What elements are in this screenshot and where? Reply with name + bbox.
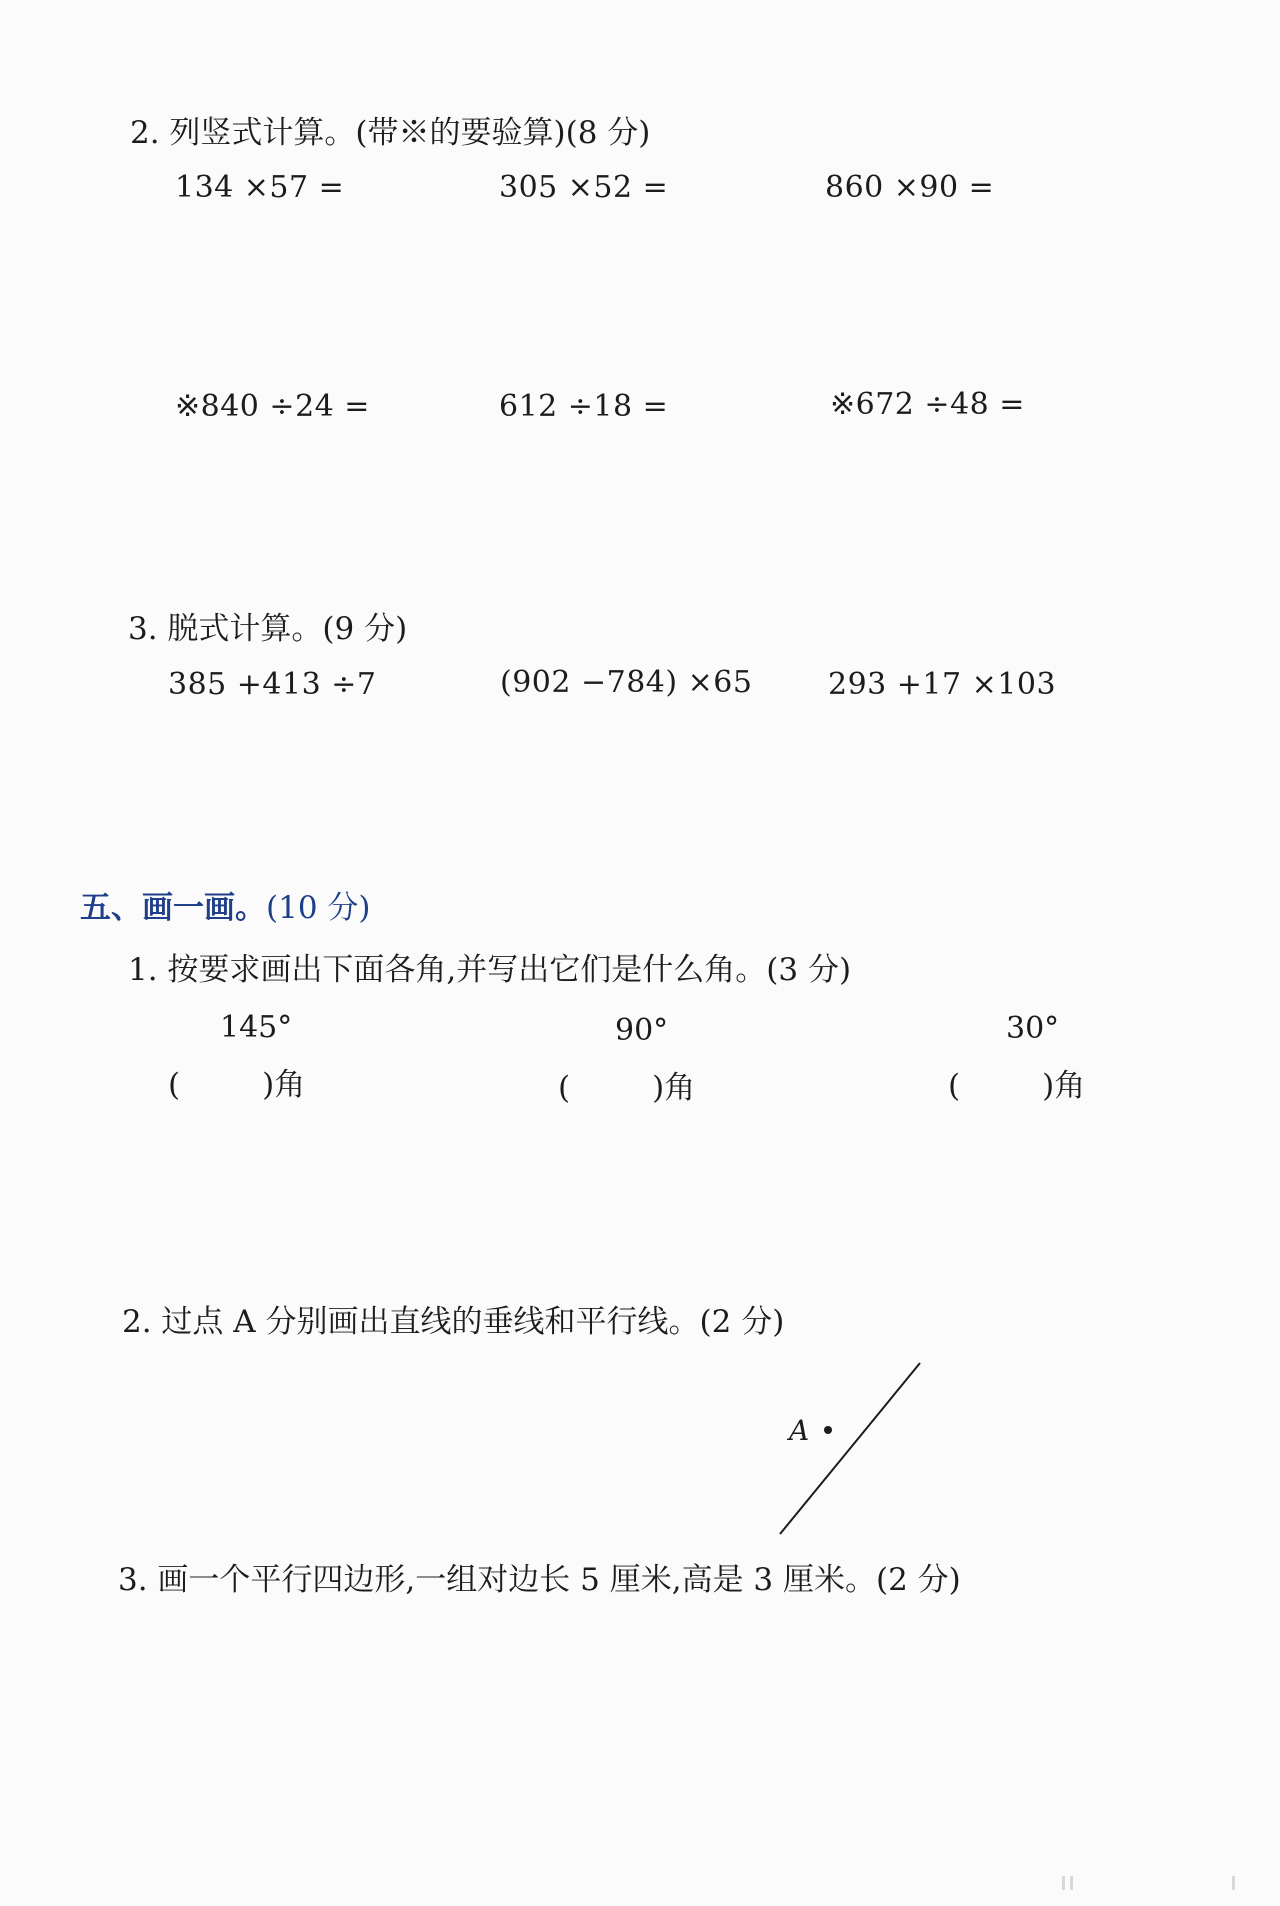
point-a-label: A xyxy=(789,1414,810,1447)
angle-answer-3 xyxy=(948,1068,1086,1104)
angle-label-30: 30° xyxy=(1006,1011,1060,1046)
answer-close: )角 xyxy=(652,1070,696,1106)
footer-mark xyxy=(1070,1876,1073,1890)
s5-p1-title: 1. 按要求画出下面各角,并写出它们是什么角。(3 分) xyxy=(128,952,852,988)
given-straight-line xyxy=(760,1360,930,1540)
s5-p2-title: 2. 过点 A 分别画出直线的垂线和平行线。(2 分) xyxy=(122,1304,785,1340)
q3-title: 3. 脱式计算。(9 分) xyxy=(128,611,408,647)
s5-p3-title: 3. 画一个平行四边形,一组对边长 5 厘米,高是 3 厘米。(2 分) xyxy=(118,1562,961,1598)
section5-title: 五、画一画。 xyxy=(80,890,266,926)
answer-open-paren: ( xyxy=(168,1067,181,1103)
angle-label-90: 90° xyxy=(615,1013,669,1048)
footer-mark xyxy=(1232,1876,1235,1890)
answer-close: )角 xyxy=(262,1067,306,1103)
answer-open-paren: ( xyxy=(558,1070,571,1106)
q3-expr-1: 385 +413 ÷7 xyxy=(168,667,377,702)
angle-answer-1 xyxy=(168,1067,306,1103)
section5-points: (10 分) xyxy=(266,890,371,926)
q2-expr-3: 860 ×90 = xyxy=(825,170,995,205)
angle-label-145: 145° xyxy=(220,1010,293,1045)
q3-expr-3: 293 +17 ×103 xyxy=(828,667,1057,702)
q2-title: 2. 列竖式计算。(带※的要验算)(8 分) xyxy=(130,115,651,151)
q2-expr-1: 134 ×57 = xyxy=(175,170,345,205)
footer-mark xyxy=(1062,1876,1065,1890)
q2-expr-4: ※840 ÷24 = xyxy=(175,389,370,424)
q3-expr-2: (902 −784) ×65 xyxy=(500,665,753,700)
q2-expr-2: 305 ×52 = xyxy=(499,170,669,205)
q2-expr-5: 612 ÷18 = xyxy=(499,389,669,424)
angle-answer-2 xyxy=(558,1070,696,1106)
answer-close: )角 xyxy=(1042,1068,1086,1104)
answer-open-paren: ( xyxy=(948,1068,961,1104)
q2-expr-6: ※672 ÷48 = xyxy=(830,387,1025,422)
section5-heading xyxy=(80,890,371,926)
